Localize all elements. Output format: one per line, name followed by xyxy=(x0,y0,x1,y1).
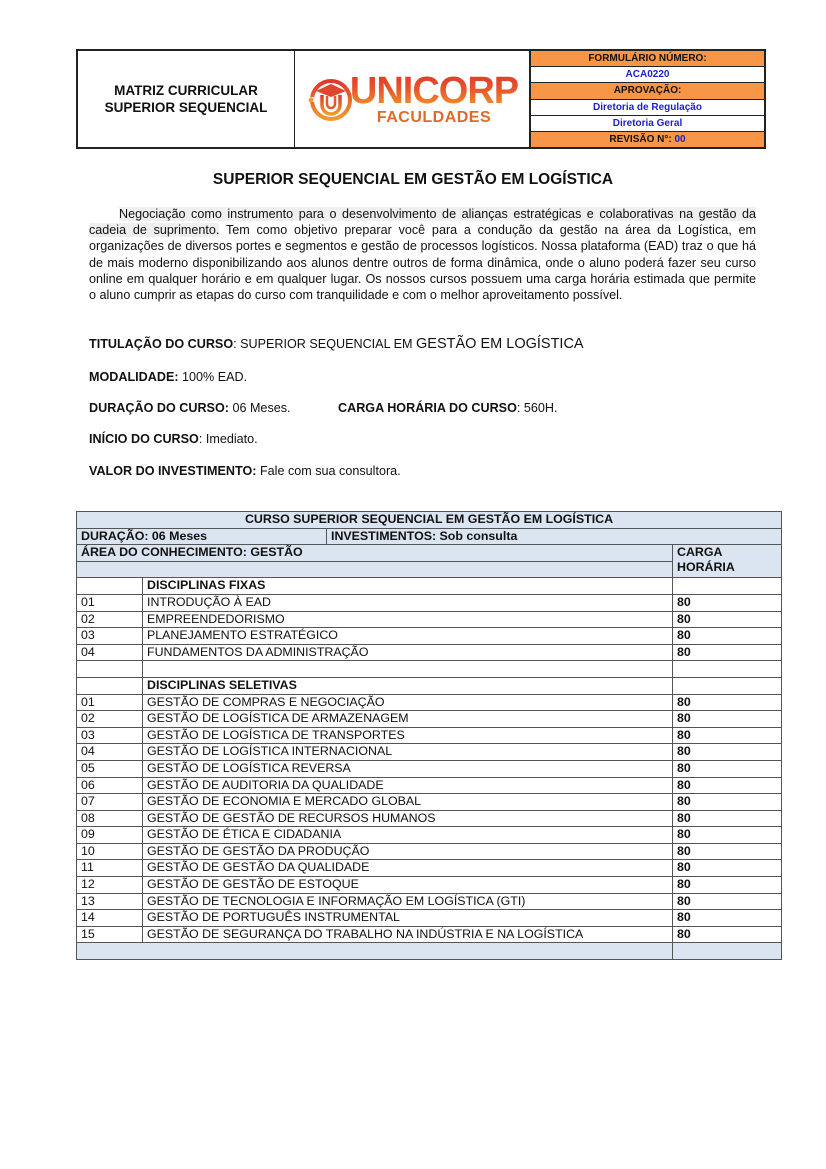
revision-row xyxy=(531,132,764,147)
course-number: 10 xyxy=(77,843,143,860)
course-number: 14 xyxy=(77,910,143,927)
valor-label: VALOR DO INVESTIMENTO: xyxy=(89,464,257,478)
table-row xyxy=(77,611,782,628)
blank-cell xyxy=(77,677,143,694)
course-hours: 80 xyxy=(673,777,782,794)
course-name: GESTÃO DE GESTÃO DA QUALIDADE xyxy=(143,860,673,877)
course-name: INTRODUÇÃO À EAD xyxy=(143,594,673,611)
page-title: SUPERIOR SEQUENCIAL EM GESTÃO EM LOGÍSTICA xyxy=(212,171,614,188)
course-hours: 80 xyxy=(673,628,782,645)
table-row xyxy=(77,644,782,661)
field-duracao xyxy=(89,401,291,415)
graduation-cap-icon xyxy=(306,74,352,124)
titulacao-value-b: GESTÃO EM LOGÍSTICA xyxy=(416,336,584,352)
course-number: 12 xyxy=(77,877,143,894)
course-name: GESTÃO DE SEGURANÇA DO TRABALHO NA INDÚSTRIA E NA LOGÍSTICA xyxy=(143,926,673,943)
table-row xyxy=(77,727,782,744)
course-number: 06 xyxy=(77,777,143,794)
table-row xyxy=(77,760,782,777)
logo-wordmark: UNICORP xyxy=(349,69,519,112)
table-duracao: DURAÇÃO: 06 Meses xyxy=(77,528,327,545)
course-name: GESTÃO DE COMPRAS E NEGOCIAÇÃO xyxy=(143,694,673,711)
course-name: GESTÃO DE ECONOMIA E MERCADO GLOBAL xyxy=(143,794,673,811)
table-row xyxy=(77,877,782,894)
inicio-label: INÍCIO DO CURSO xyxy=(89,432,199,446)
table-row xyxy=(77,827,782,844)
field-inicio: INÍCIO DO CURSO: Imediato. xyxy=(89,432,258,446)
carga-horaria-header xyxy=(673,545,782,578)
field-valor xyxy=(89,464,401,478)
header-title-cell xyxy=(78,51,295,147)
field-modalidade xyxy=(89,370,247,384)
course-hours: 80 xyxy=(673,611,782,628)
logo-subtitle: FACULDADES xyxy=(376,108,492,126)
table-row xyxy=(77,843,782,860)
course-hours: 80 xyxy=(673,827,782,844)
course-hours: 80 xyxy=(673,727,782,744)
table-row xyxy=(77,694,782,711)
carga-label: CARGA HORÁRIA DO CURSO xyxy=(338,401,517,415)
course-number: 11 xyxy=(77,860,143,877)
carga-value: 560H. xyxy=(523,401,558,415)
course-number: 04 xyxy=(77,644,143,661)
blank-cell xyxy=(673,578,782,595)
course-number: 08 xyxy=(77,810,143,827)
course-number: 05 xyxy=(77,760,143,777)
blank-cell xyxy=(77,661,143,678)
course-name: FUNDAMENTOS DA ADMINISTRAÇÃO xyxy=(143,644,673,661)
course-hours: 80 xyxy=(673,694,782,711)
spacer-row xyxy=(77,661,782,678)
course-number: 03 xyxy=(77,628,143,645)
course-hours: 80 xyxy=(673,810,782,827)
course-number: 04 xyxy=(77,744,143,761)
course-name: GESTÃO DE LOGÍSTICA DE TRANSPORTES xyxy=(143,727,673,744)
valor-value: Fale com sua consultora. xyxy=(259,464,401,478)
course-number: 13 xyxy=(77,893,143,910)
blank-cell xyxy=(77,561,673,578)
course-name: GESTÃO DE GESTÃO DE ESTOQUE xyxy=(143,877,673,894)
document-header xyxy=(76,49,766,149)
course-hours: 80 xyxy=(673,644,782,661)
course-name: GESTÃO DE LOGÍSTICA DE ARMAZENAGEM xyxy=(143,711,673,728)
course-name: GESTÃO DE LOGÍSTICA REVERSA xyxy=(143,760,673,777)
field-carga: CARGA HORÁRIA DO CURSO: 560H. xyxy=(338,401,558,415)
blank-cell xyxy=(673,661,782,678)
form-number-label: FORMULÁRIO NÚMERO: xyxy=(531,51,764,67)
unicorp-logo xyxy=(306,69,519,126)
inicio-value: Imediato. xyxy=(205,432,258,446)
table-title: CURSO SUPERIOR SEQUENCIAL EM GESTÃO EM LOGÍSTICA xyxy=(77,512,782,529)
course-number: 01 xyxy=(77,694,143,711)
course-name: GESTÃO DE AUDITORIA DA QUALIDADE xyxy=(143,777,673,794)
curriculum-table xyxy=(76,511,782,960)
table-row xyxy=(77,594,782,611)
course-hours: 80 xyxy=(673,843,782,860)
blank-cell xyxy=(673,677,782,694)
course-hours: 80 xyxy=(673,594,782,611)
carga-header-line2: HORÁRIA xyxy=(677,560,735,575)
description-body: Tem como objetivo preparar você para a condução da gestão na área da Logística, em organizações de diversos portes e segmentos e gestão de processos logísticos. Nossa plataforma (EAD) traz o que há de mais moderno disponibilizando aos alunos dentre outros de forma dinâmica, onde o aluno poderá fazer seu curso online em qualquer horário e em qualquer lugar. Os nossos cursos possuem uma carga horária estimada que permite o aluno cumprir as etapas do curso com tranquilidade e com o melhor aproveitamento possível. xyxy=(89,223,756,303)
table-row xyxy=(77,910,782,927)
approval-label: APROVAÇÃO: xyxy=(531,83,764,99)
table-info-row xyxy=(77,528,782,545)
course-hours: 80 xyxy=(673,794,782,811)
blank-cell xyxy=(143,661,673,678)
course-description xyxy=(89,206,756,303)
course-number: 03 xyxy=(77,727,143,744)
course-name: EMPREENDEDORISMO xyxy=(143,611,673,628)
course-number: 02 xyxy=(77,611,143,628)
duracao-value: 06 Meses. xyxy=(232,401,291,415)
course-hours: 80 xyxy=(673,860,782,877)
seletivas-label: DISCIPLINAS SELETIVAS xyxy=(143,677,673,694)
table-investimentos: INVESTIMENTOS: Sob consulta xyxy=(327,528,782,545)
table-row xyxy=(77,777,782,794)
modalidade-value: 100% EAD. xyxy=(182,370,248,384)
table-title-row xyxy=(77,512,782,529)
course-hours: 80 xyxy=(673,744,782,761)
description-highlight: Negociação como instrumento para o desenvolvimento de alianças estratégicas e colaborativas na gestão da cadeia de suprimento. xyxy=(89,207,756,238)
table-row xyxy=(77,926,782,943)
course-hours: 80 xyxy=(673,910,782,927)
course-hours: 80 xyxy=(673,877,782,894)
duracao-label: DURAÇÃO DO CURSO: xyxy=(89,401,229,415)
course-name: GESTÃO DE LOGÍSTICA INTERNACIONAL xyxy=(143,744,673,761)
revision-value: 00 xyxy=(674,133,686,145)
fixas-section-row xyxy=(77,578,782,595)
table-row xyxy=(77,810,782,827)
form-number: ACA0220 xyxy=(531,67,764,83)
table-row xyxy=(77,893,782,910)
approval-regulacao: Diretoria de Regulação xyxy=(531,100,764,116)
footer-cell xyxy=(673,943,782,960)
course-hours: 80 xyxy=(673,926,782,943)
table-row xyxy=(77,711,782,728)
form-info-cell xyxy=(531,51,764,147)
course-number: 02 xyxy=(77,711,143,728)
carga-header-line1: CARGA xyxy=(677,545,723,560)
table-area-row xyxy=(77,545,782,562)
table-row xyxy=(77,794,782,811)
footer-cell xyxy=(77,943,673,960)
course-name: GESTÃO DE TECNOLOGIA E INFORMAÇÃO EM LOGÍSTICA (GTI) xyxy=(143,893,673,910)
table-row xyxy=(77,860,782,877)
revision-label: REVISÃO N°: xyxy=(609,133,672,145)
modalidade-label: MODALIDADE: xyxy=(89,370,179,384)
course-hours: 80 xyxy=(673,760,782,777)
header-title-line1: MATRIZ CURRICULAR xyxy=(114,83,258,98)
table-row xyxy=(77,744,782,761)
course-name: GESTÃO DE ÉTICA E CIDADANIA xyxy=(143,827,673,844)
logo-cell xyxy=(295,51,531,147)
course-name: PLANEJAMENTO ESTRATÉGICO xyxy=(143,628,673,645)
course-hours: 80 xyxy=(673,711,782,728)
titulacao-label: TITULAÇÃO DO CURSO xyxy=(89,337,234,351)
course-number: 15 xyxy=(77,926,143,943)
field-titulacao: TITULAÇÃO DO CURSO: SUPERIOR SEQUENCIAL EM GESTÃO EM LOGÍSTICA xyxy=(89,336,584,352)
table-area: ÁREA DO CONHECIMENTO: GESTÃO xyxy=(77,545,673,562)
course-name: GESTÃO DE PORTUGUÊS INSTRUMENTAL xyxy=(143,910,673,927)
blank-cell xyxy=(77,578,143,595)
fixas-label: DISCIPLINAS FIXAS xyxy=(143,578,673,595)
header-title-line2: SUPERIOR SEQUENCIAL xyxy=(104,100,268,115)
seletivas-section-row xyxy=(77,677,782,694)
course-number: 01 xyxy=(77,594,143,611)
course-number: 09 xyxy=(77,827,143,844)
course-hours: 80 xyxy=(673,893,782,910)
course-name: GESTÃO DE GESTÃO DE RECURSOS HUMANOS xyxy=(143,810,673,827)
course-number: 07 xyxy=(77,794,143,811)
approval-geral: Diretoria Geral xyxy=(531,116,764,132)
table-row xyxy=(77,628,782,645)
table-footer-row xyxy=(77,943,782,960)
course-name: GESTÃO DE GESTÃO DA PRODUÇÃO xyxy=(143,843,673,860)
titulacao-value-a: SUPERIOR SEQUENCIAL EM xyxy=(240,337,413,351)
